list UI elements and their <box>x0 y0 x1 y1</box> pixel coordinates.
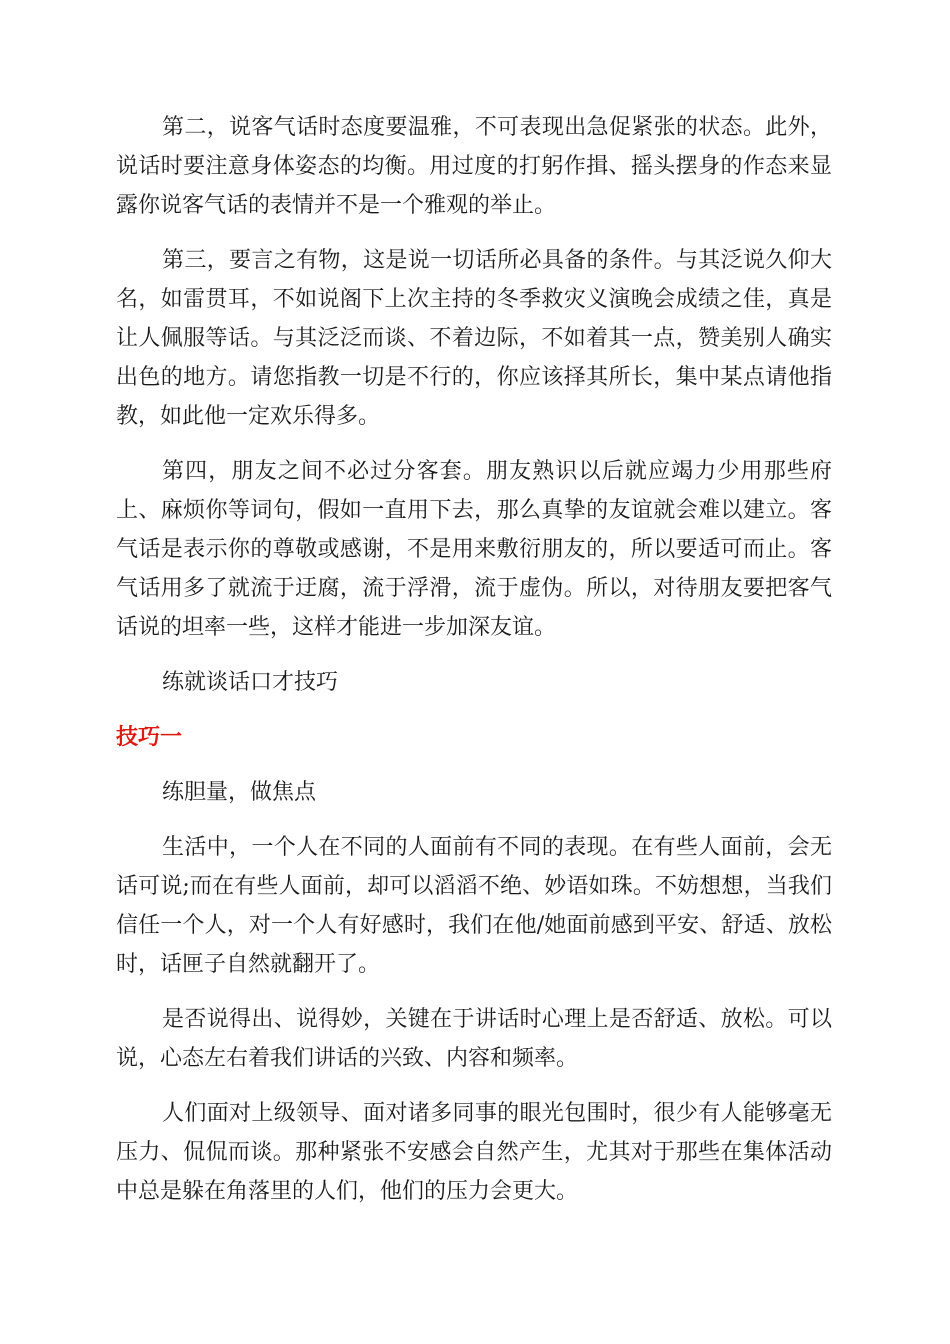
document-page <box>116 108 832 1227</box>
tip-subtitle: 练胆量，做焦点 <box>162 780 317 805</box>
paragraph-comfort-key: 是否说得出、说得妙，关键在于讲话时心理上是否舒适、放松。可以说，心态左右着我们讲话的兴致、内容和频率。 <box>116 1007 832 1071</box>
section-heading: 技巧一 <box>116 725 183 750</box>
paragraph-fourth-point: 第四，朋友之间不必过分客套。朋友熟识以后就应竭力少用那些府上、麻烦你等词句，假如一直用下去，那么真挚的友谊就会难以建立。客气话是表示你的尊敬或感谢，不是用来敷衍朋友的，所以要适可而止。客气话用多了就流于迂腐，流于浮滑，流于虚伪。所以，对待朋友要把客气话说的坦率一些，这样才能进一步加深友谊。 <box>116 459 832 640</box>
paragraph-life-example: 生活中，一个人在不同的人面前有不同的表现。在有些人面前，会无话可说;而在有些人面前，却可以滔滔不绝、妙语如珠。不妨想想，当我们信任一个人，对一个人有好感时，我们在他/她面前感到平安、舒适、放松时，话匣子自然就翻开了。 <box>116 835 832 977</box>
subsection-title: 练就谈话口才技巧 <box>162 670 339 695</box>
paragraph-second-point: 第二，说客气话时态度要温雅，不可表现出急促紧张的状态。此外，说话时要注意身体姿态的均衡。用过度的打躬作揖、摇头摆身的作态来显露你说客气话的表情并不是一个雅观的举止。 <box>116 115 832 218</box>
paragraph-third-point: 第三，要言之有物，这是说一切话所必具备的条件。与其泛说久仰大名，如雷贯耳，不如说阁下上次主持的冬季救灾义演晚会成绩之佳，真是让人佩服等话。与其泛泛而谈、不着边际，不如着其一点，赞美别人确实出色的地方。请您指教一切是不行的，你应该择其所长，集中某点请他指教，如此他一定欢乐得多。 <box>116 248 832 429</box>
paragraph-pressure: 人们面对上级领导、面对诸多同事的眼光包围时，很少有人能够毫无压力、侃侃而谈。那种紧张不安感会自然产生，尤其对于那些在集体活动中总是躲在角落里的人们，他们的压力会更大。 <box>116 1101 832 1204</box>
